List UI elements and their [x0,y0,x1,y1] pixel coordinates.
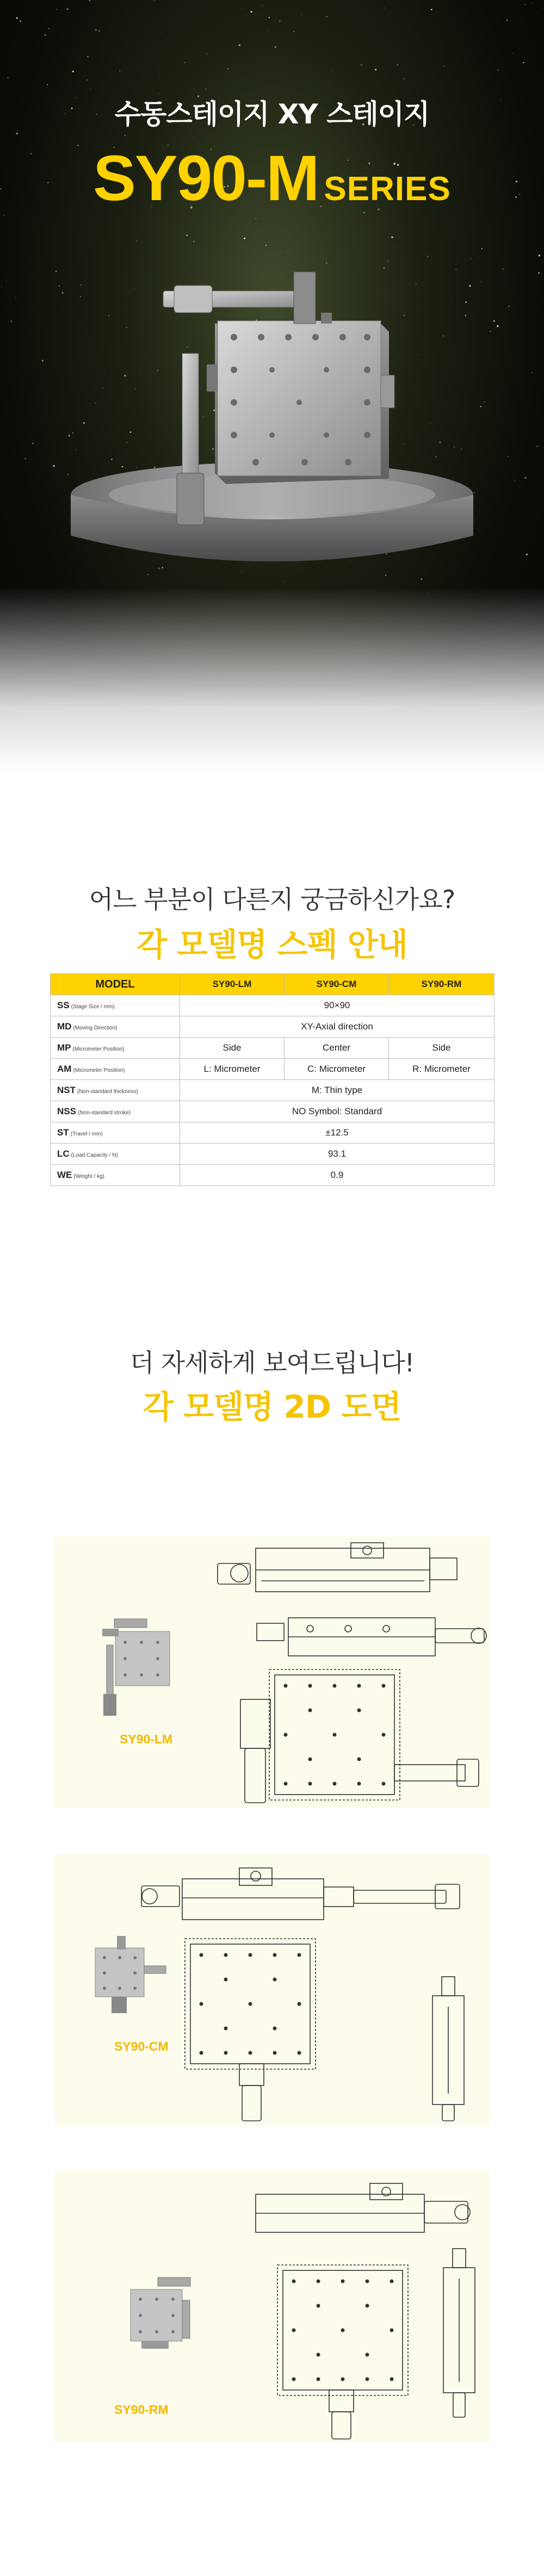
spec-desc: (Stage Size / mm) [71,1004,115,1010]
col-header-cm: SY90-CM [285,974,389,995]
spec-row-label [51,1144,180,1165]
spec-desc: (Micrometer Position) [73,1067,125,1073]
drawing-question: 더 자세하게 보여드립니다! [129,1348,415,1377]
spec-code: MD [57,1021,72,1032]
spec-table-header-row [51,974,494,995]
drawing-heading: 각 모델명 2D 도면 [143,1388,401,1425]
spec-desc: (Moving Direction) [73,1025,118,1031]
spec-code: NST [57,1085,76,1095]
hero-title-series: SERIES [324,170,451,208]
spec-desc: (Travel / mm) [70,1131,103,1137]
spec-value-all: 90×90 [180,995,494,1016]
spec-desc: (Weight / kg) [73,1174,104,1180]
spec-value-lm: Side [180,1038,285,1059]
spec-code: WE [57,1170,72,1180]
drawing-panel-rm [54,2170,490,2442]
spec-row-am [51,1059,494,1080]
model-label-cm: SY90-CM [114,2039,169,2053]
spec-row-nss [51,1101,494,1122]
spec-value-all: 93.1 [180,1144,494,1165]
spec-desc: (Load Capacity / N) [71,1152,118,1158]
spec-desc: (Micrometer Position) [72,1046,125,1052]
product-thumb-cm [95,1936,166,2013]
model-label-rm: SY90-RM [114,2403,169,2417]
model-label-lm: SY90-LM [120,1732,173,1746]
spec-row-label [51,1059,180,1080]
spec-row-lc [51,1144,494,1165]
hero-banner [0,0,544,772]
spec-row-label [51,1101,180,1122]
col-header-model: MODEL [51,974,180,995]
hero-title-model: SY90-M [93,142,319,214]
spec-code: AM [57,1064,72,1074]
spec-row-mp [51,1038,494,1059]
drawing-lm [54,1536,490,1808]
product-thumb-lm [102,1619,170,1716]
spec-row-st [51,1122,494,1144]
spec-value-lm: L: Micrometer [180,1059,285,1080]
spec-code: SS [57,1000,70,1010]
spec-row-we [51,1165,494,1186]
spec-row-label [51,1165,180,1186]
drawing-cm [54,1854,490,2126]
spec-value-all: M: Thin type [180,1080,494,1101]
col-header-lm: SY90-LM [180,974,285,995]
spec-code: MP [57,1042,71,1053]
col-header-rm: SY90-RM [389,974,494,995]
drawing-panel-cm [54,1854,490,2126]
spec-table-body [51,995,494,1186]
spec-row-label [51,1122,180,1144]
spec-row-label [51,1016,180,1038]
spec-value-all: NO Symbol: Standard [180,1101,494,1122]
spec-row-md [51,1016,494,1038]
spec-value-all: 0.9 [180,1165,494,1186]
spec-value-rm: Side [389,1038,494,1059]
hero-fade-overlay [0,587,544,772]
hero-title [0,141,544,215]
hero-subtitle: 수동스테이지 XY 스테이지 [114,98,430,130]
spec-desc: (Non-standard stroke) [77,1110,131,1116]
spec-value-cm: C: Micrometer [285,1059,389,1080]
spec-heading: 각 모델명 스펙 안내 [137,926,407,963]
spec-row-label [51,995,180,1016]
spec-row-nst [51,1080,494,1101]
spec-code: ST [57,1127,69,1138]
spec-value-all: ±12.5 [180,1122,494,1144]
spec-row-label [51,1038,180,1059]
spec-value-all: XY-Axial direction [180,1016,494,1038]
drawing-panel-lm [54,1536,490,1808]
spec-row-label [51,1080,180,1101]
spec-value-rm: R: Micrometer [389,1059,494,1080]
drawing-rm [54,2170,490,2442]
spec-value-cm: Center [285,1038,389,1059]
spec-row-ss [51,995,494,1016]
spec-question: 어느 부분이 다른지 궁금하신가요? [89,885,455,914]
spec-desc: (Non-standard thickness) [77,1089,138,1095]
spec-table [50,973,494,1186]
product-thumb-rm [131,2277,190,2349]
spec-code: LC [57,1149,70,1159]
spec-code: NSS [57,1106,76,1116]
